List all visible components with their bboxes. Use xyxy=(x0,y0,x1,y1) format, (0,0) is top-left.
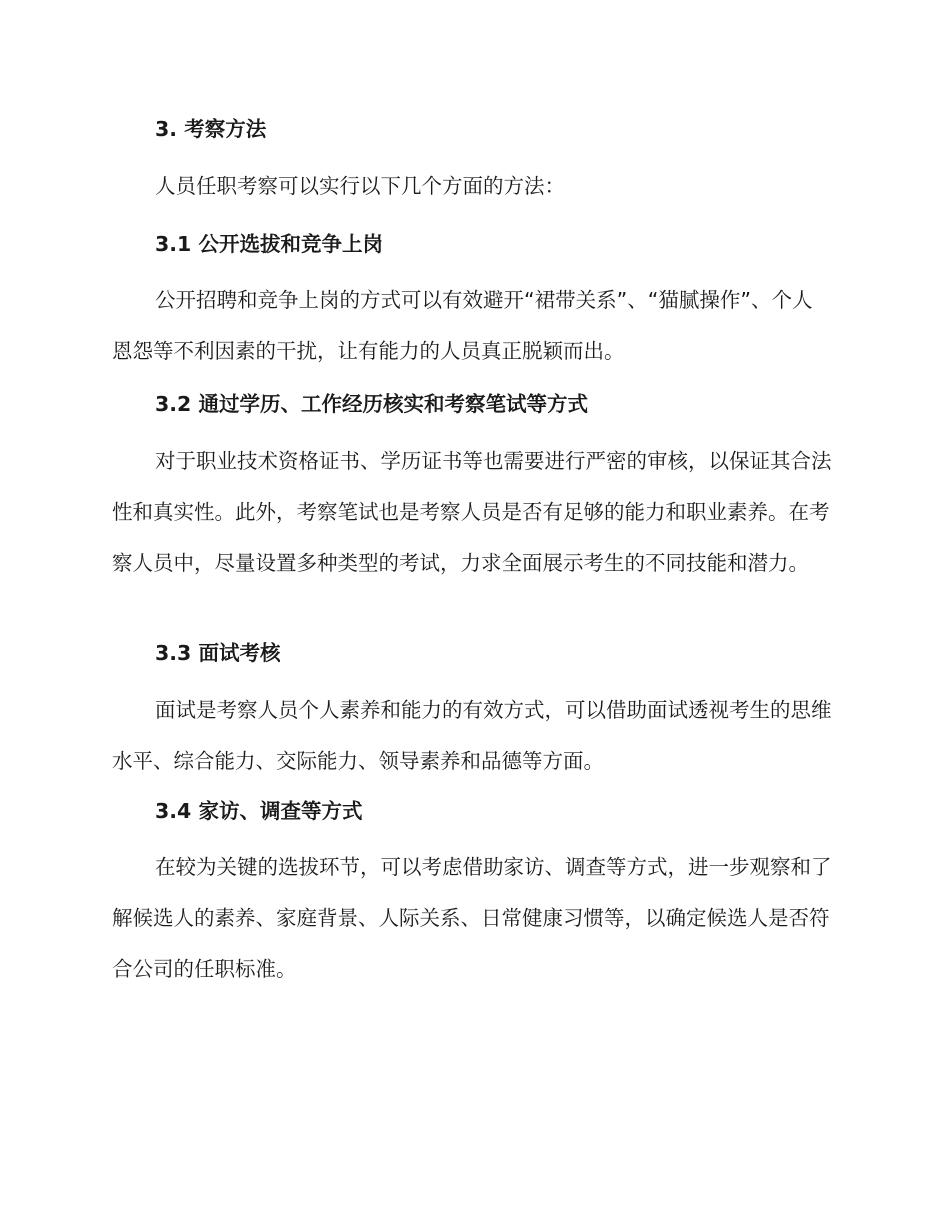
subsection-heading-3-4: 3.4 家访、调查等方式 xyxy=(155,799,363,823)
subsection-heading-3-3: 3.3 面试考核 xyxy=(155,641,281,665)
subsection-heading-3-1: 3.1 公开选拔和竞争上岗 xyxy=(155,232,383,256)
subsection-body-3-4: 在较为关键的选拔环节，可以考虑借助家访、调查等方式，进一步观察和了解候选人的素养、家庭背景、人际关系、日常健康习惯等，以确定候选人是否符合公司的任职标准。 xyxy=(112,855,832,981)
subsection-body-3-2: 对于职业技术资格证书、学历证书等也需要进行严密的审核，以保证其合法性和真实性。此外，考察笔试也是考察人员是否有足够的能力和职业素养。在考察人员中，尽量设置多种类型的考试，力求全面展示考生的不同技能和潜力。 xyxy=(112,449,832,575)
intro-paragraph: 人员任职考察可以实行以下几个方面的方法： xyxy=(155,174,565,198)
subsection-body-3-3: 面试是考察人员个人素养和能力的有效方式，可以借助面试透视考生的思维水平、综合能力、交际能力、领导素养和品德等方面。 xyxy=(112,698,832,773)
subsection-heading-3-2: 3.2 通过学历、工作经历核实和考察笔试等方式 xyxy=(155,392,588,416)
section-heading: 3. 考察方法 xyxy=(155,117,267,141)
subsection-body-3-1: 公开招聘和竞争上岗的方式可以有效避开“裙带关系”、“猫腻操作”、个人恩怨等不利因素的干扰，让有能力的人员真正脱颖而出。 xyxy=(112,288,813,363)
